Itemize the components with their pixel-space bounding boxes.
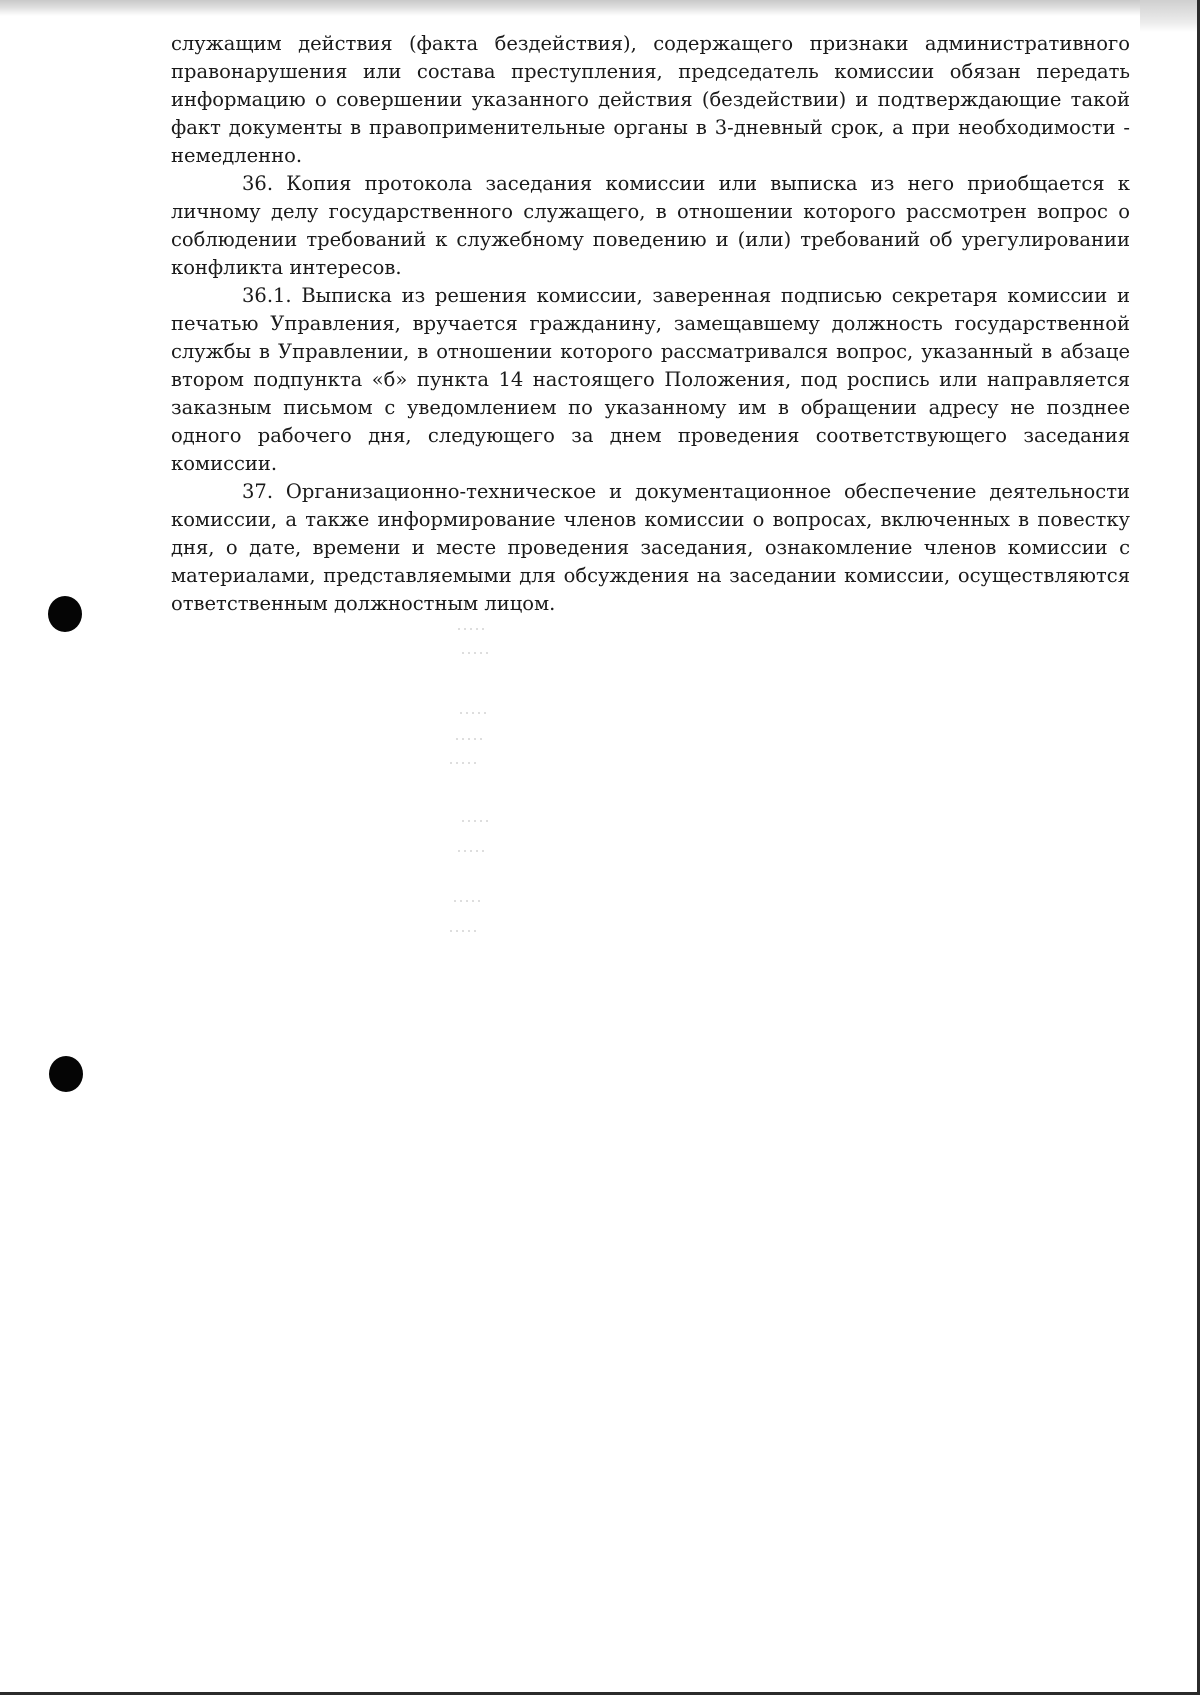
scan-corner-shadow (1140, 0, 1200, 32)
scan-noise (450, 930, 480, 932)
scan-noise (460, 712, 490, 714)
scan-top-edge (0, 0, 1200, 16)
scan-noise (462, 820, 492, 822)
paragraph-continuation: служащим действия (факта бездействия), содержащего признаки административного правонарушения или состава преступления, председатель комиссии обязан передать информацию о совершении указанного действия (бездействии) и подтверждающие такой факт документы в правоприменительные органы в 3-дневный срок, а при необходимости - немедленно. (171, 32, 1130, 167)
scan-noise (458, 628, 488, 630)
punch-hole-mark (48, 596, 82, 632)
scan-noise (458, 850, 488, 852)
scan-noise (450, 762, 480, 764)
paragraph-36-1: 36.1. Выписка из решения комиссии, заверенная подписью секретаря комиссии и печатью Управления, вручается гражданину, замещавшему должность государственной службы в Управлении, в отношении которого рассматривался вопрос, указанный в абзаце втором подпункта «б» пункта 14 настоящего Положения, под роспись или направляется заказным письмом с уведомлением по указанному им в обращении адресу не позднее одного рабочего дня, следующего за днем проведения соответствующего заседания комиссии. (171, 284, 1130, 475)
punch-hole-mark (49, 1056, 83, 1092)
document-body (171, 30, 1130, 618)
scan-noise (454, 900, 484, 902)
scan-noise (462, 652, 492, 654)
paragraph-36: 36. Копия протокола заседания комиссии или выписка из него приобщается к личному делу государственного служащего, в отношении которого рассмотрен вопрос о соблюдении требований к служебному поведению и (или) требований об урегулировании конфликта интересов. (171, 172, 1130, 279)
paragraph-37: 37. Организационно-техническое и документационное обеспечение деятельности комиссии, а также информирование членов комиссии о вопросах, включенных в повестку дня, о дате, времени и месте проведения заседания, ознакомление членов комиссии с материалами, представляемыми для обсуждения на заседании комиссии, осуществляются ответственным должностным лицом. (171, 480, 1130, 615)
scan-noise (456, 738, 486, 740)
